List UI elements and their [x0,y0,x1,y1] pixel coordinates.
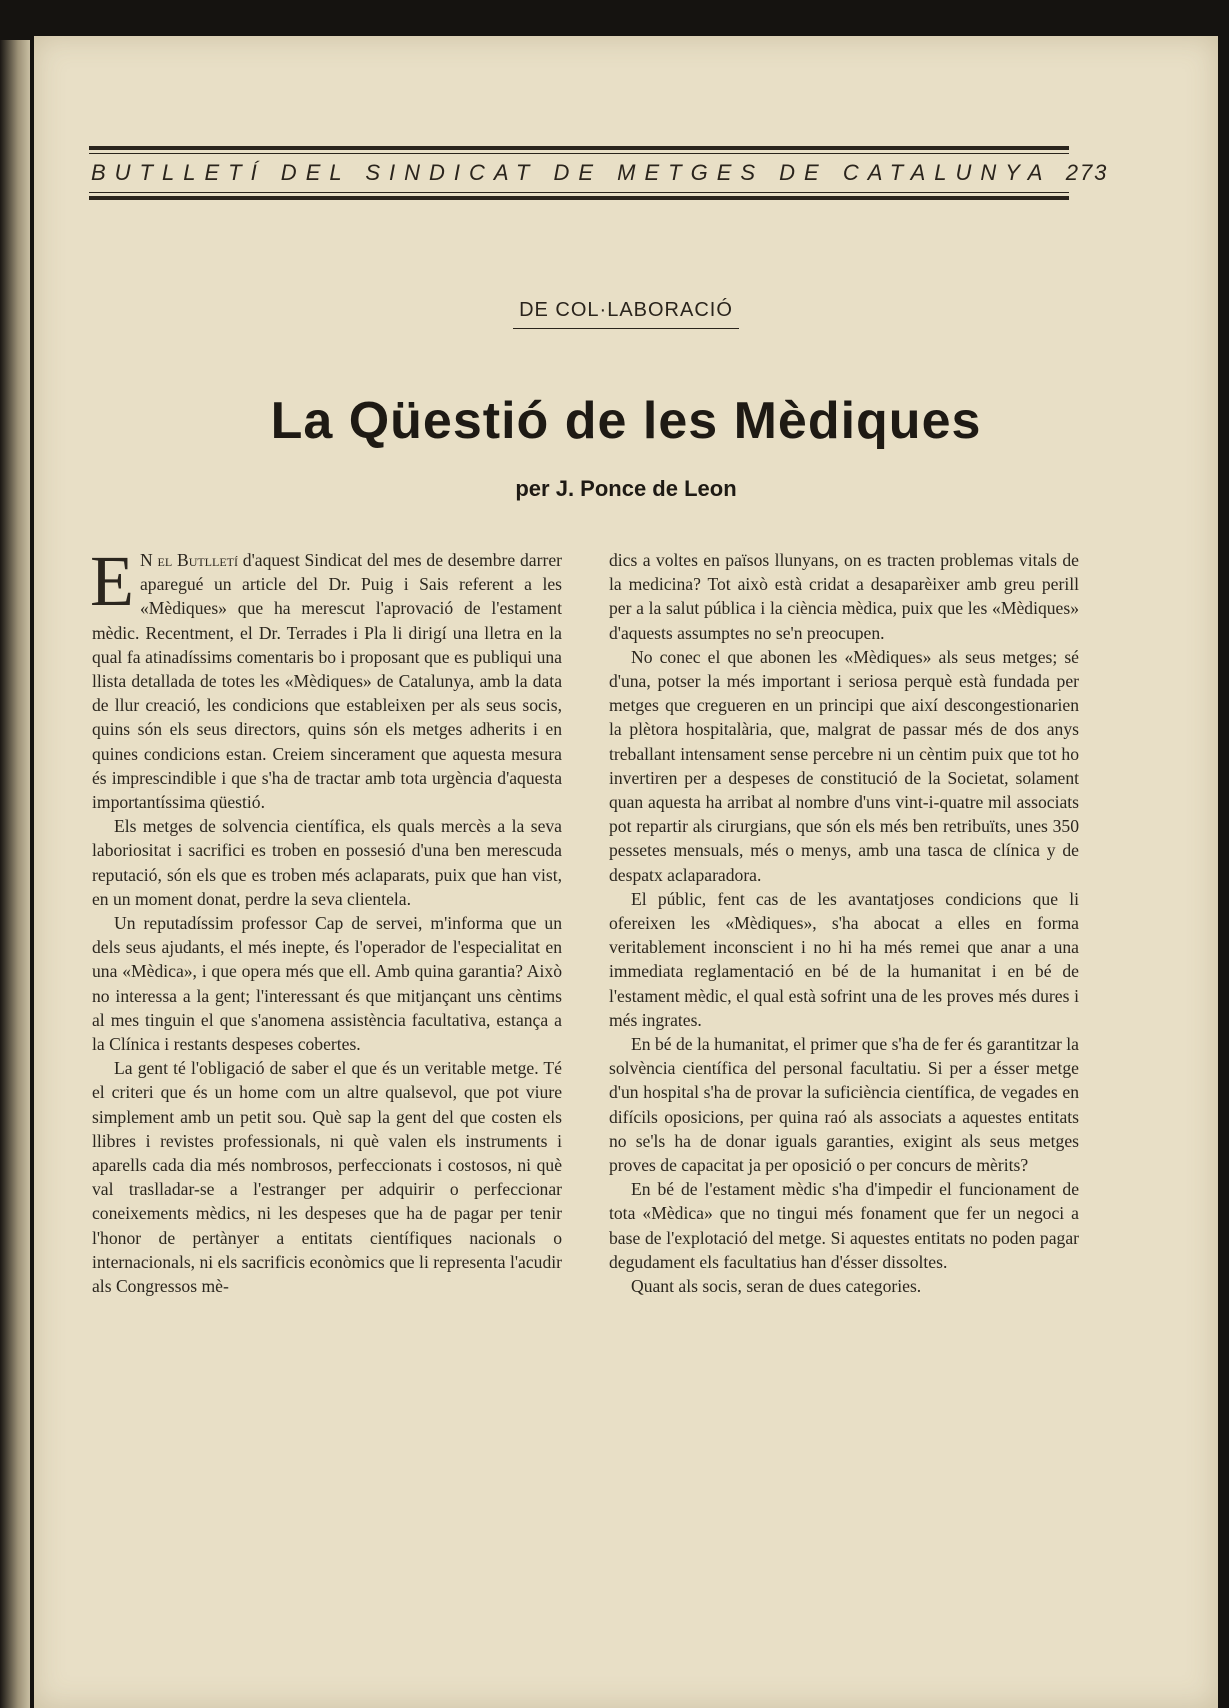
paragraph: La gent té l'obligació de saber el que és un veritable metge. Té el criteri que és un home com un altre qualsevol, que pot viure simplement amb un petit sou. Què sap la gent del que costen els llibres i revistes professionals, ni què valen els instruments i aparells cada dia més nombrosos, perfeccionats i costosos, ni què val traslladar-se a l'estranger per adquirir o perfeccionar coneixements mèdics, ni les despeses que ha de pagar per tenir l'honor de pertànyer a entitats científiques nacionals o internacionals, ni els sacrificis econòmics que li representa l'acudir als Congressos mè- [92,1058,562,1297]
book-spine-edge [0,40,30,1708]
header-rule-bottom-thin [89,192,1069,193]
paragraph: Un reputadíssim professor Cap de servei, m'informa que un dels seus ajudants, el més inepte, és l'operador de l'especialitat en una «Mèdica», i que opera més que ell. Amb quina garantia? Això no interessa a la gent; l'interessant és que mitjançant uns cèntims al mes tinguin el que s'anomena assistència facultativa, estança a la Clínica i restants despeses cobertes. [92,913,562,1055]
page-number: 273 [1065,160,1109,185]
text-column-right [609,548,1079,1298]
paragraph-continuation: dics a voltes en països llunyans, on es tracten problemas vitals de la medicina? Tot això està cridat a desaparèixer amb greu perill per a la salut pública i la ciència mèdica, puix que les «Mèdiques» d'aquests assumptes no se'n preocupen. [609,550,1079,643]
running-title: BUTLLETÍ DEL SINDICAT DE METGES DE CATALUNYA [91,160,1051,185]
paragraph: Quant als socis, seran de dues categories. [631,1276,922,1297]
first-paragraph-text: d'aquest Sindicat del mes de desembre darrer aparegué un article del Dr. Puig i Sais referent a les «Mèdiques» que ha merescut l'aprovació de l'estament mèdic. Recentment, el Dr. Terrades i Pla li dirigí una lletra en la qual fa atinadíssims comentaris bo i proposant que es publiqui una llista detallada de totes les «Mèdiques» de Catalunya, amb la data de llur creació, les condicions que estableixen per als seus socis, quins són els seus directors, quins són els metges adherits i en quines condicions estan. Creiem sincerament que aquesta mesura és imprescindible i que s'ha de tractar amb tota urgència d'aquesta importantíssima qüestió. [92,550,562,813]
header-rule-top [89,146,1069,150]
article-byline: per J. Ponce de Leon [515,476,737,501]
paragraph: No conec el que abonen les «Mèdiques» als seus metges; sé d'una, potser la més important i seriosa perquè està fundada per metges que cregueren en un principi que així descongestionarien la plètora hospitalària, que, malgrat de passar més de dos anys treballant intensament sense percebre ni un cèntim puix que tot ho invertiren per a despeses de constitució de la Societat, solament quan aquesta ha arribat al nombre d'uns vint-i-quatre mil associats pot repartir als cirurgians, que són els més ben retribuïts, unes 350 pessetes mensuals, més o menys, amb una tasca de clínica y de despatx aclaparadora. [609,646,1079,885]
drop-cap: E [90,541,134,621]
paragraph: En bé de l'estament mèdic s'ha d'impedir el funcionament de tota «Mèdica» que no tingui més fonament que fer un negoci a base de l'explotació del metge. Si aquestes entitats no poden pagar degudament els facultatius han d'ésser dissoltes. [609,1179,1079,1272]
document-page [34,36,1218,1708]
paragraph: El públic, fent cas de les avantatjoses condicions que li ofereixen les «Mèdiques», s'ha abocat a elles en forma veritablement inconscient i no hi ha més remei que anar a una immediata reglamentació en bé de la humanitat i en bé de l'estament mèdic, el qual està sofrint una de les proves més dures i més ingrates. [609,888,1079,1030]
paragraph: En bé de la humanitat, el primer que s'ha de fer és garantitzar la solvència científica del personal facultatiu. Si per a ésser metge d'un hospital s'ha de provar la suficiència científica, de vegades en difícils oposicions, per quina raó als associats a aquestes entitats no se'ls ha de donar iguals garanties, exigint als seus metges proves de capacitat ja per oposició o per concurs de mèrits? [609,1034,1079,1176]
journal-name: el Butlletí [157,550,239,570]
section-heading: DE COL·LABORACIÓ [513,299,739,329]
text-column-left [90,541,562,1298]
paragraph [90,541,562,814]
header-rule-bottom [89,196,1069,200]
running-header [89,146,1109,200]
paragraph: Els metges de solvencia científica, els quals mercès a la seva laboriositat i sacrifici es troben en possesió d'una ben merescuda reputació, són els que es troben més aclaparats, puix que han vist, en un moment donat, perdre la seva clientela. [92,816,562,909]
article-title: La Qüestió de les Mèdiques [270,392,982,450]
first-word-rest: N [139,550,153,570]
